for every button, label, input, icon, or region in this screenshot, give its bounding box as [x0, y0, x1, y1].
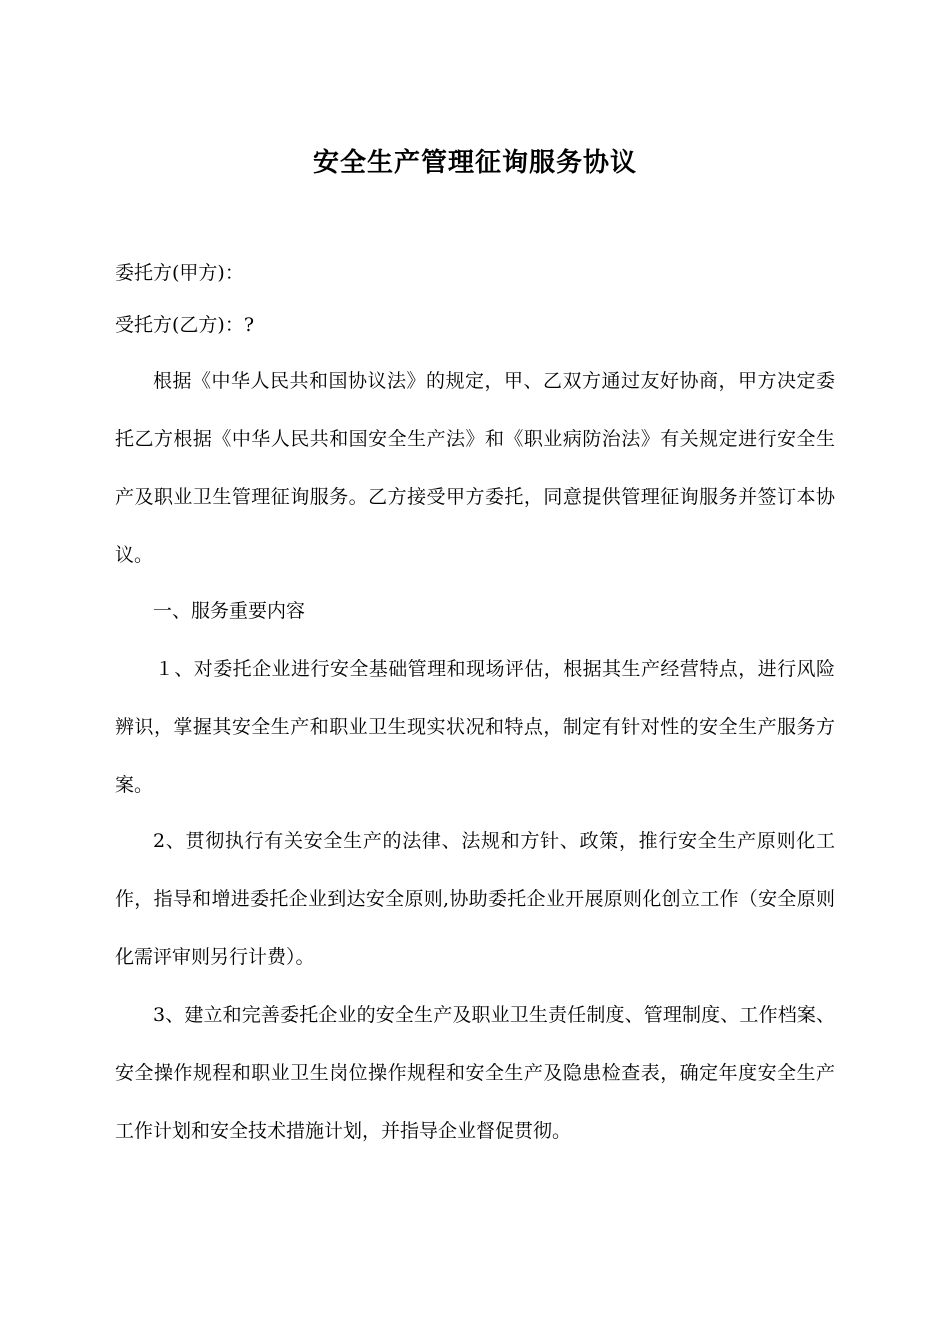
service-item-3: 3、建立和完善委托企业的安全生产及职业卫生责任制度、管理制度、工作档案、安全操作规程和职业卫生岗位操作规程和安全生产及隐患检查表，确定年度安全生产工作计划和安全技术措施计划，并指导企业督促贯彻。 [115, 1004, 835, 1142]
document-title: 安全生产管理征询服务协议 [312, 148, 637, 178]
party-a-line: 委托方(甲方)： [115, 262, 244, 284]
party-b-line: 受托方(乙方)：? [115, 314, 255, 336]
service-item-1: １、对委托企业进行安全基础管理和现场评估，根据其生产经营特点，进行风险辨识，掌握其安全生产和职业卫生现实状况和特点，制定有针对性的安全生产服务方案。 [115, 658, 835, 796]
section-heading: 一、服务重要内容 [153, 600, 306, 622]
service-item-2: 2、贯彻执行有关安全生产的法律、法规和方针、政策，推行安全生产原则化工作，指导和增进委托企业到达安全原则,协助委托企业开展原则化创立工作（安全原则化需评审则另行计费）。 [115, 830, 835, 968]
intro-paragraph: 根据《中华人民共和国协议法》的规定，甲、乙双方通过友好协商，甲方决定委托乙方根据《中华人民共和国安全生产法》和《职业病防治法》有关规定进行安全生产及职业卫生管理征询服务。乙方接受甲方委托，同意提供管理征询服务并签订本协议。 [115, 370, 835, 566]
